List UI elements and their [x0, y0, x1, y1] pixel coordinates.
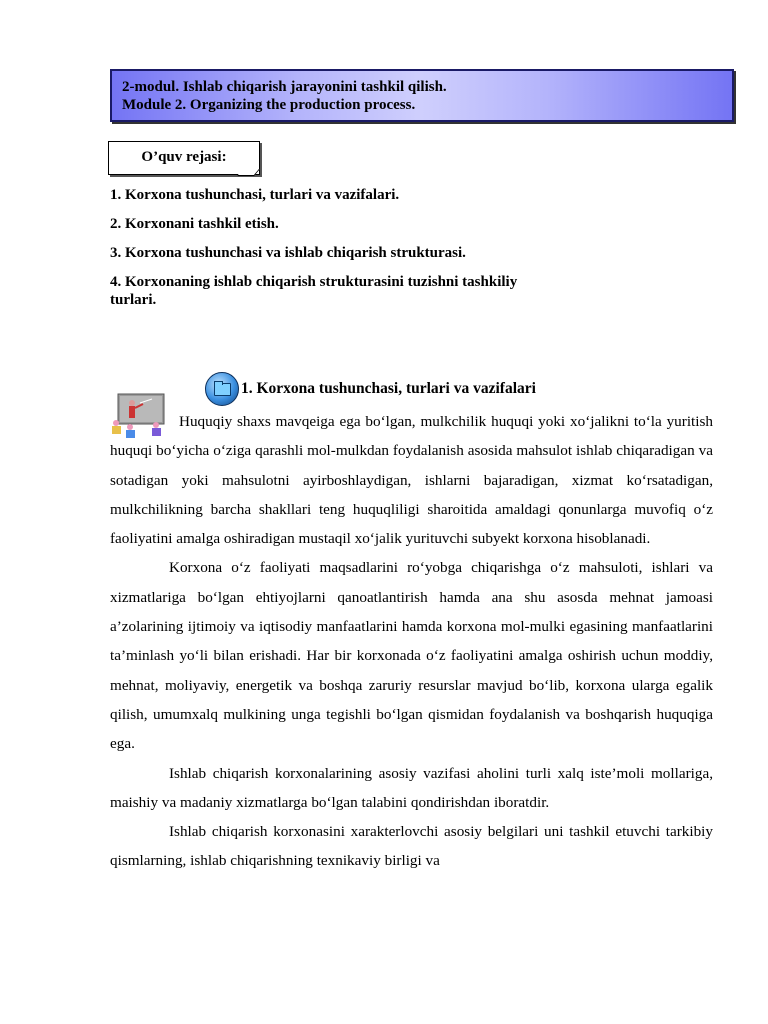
module-title-uz: 2-modul. Ishlab chiqarish jarayonini tashkil qilish.	[122, 79, 447, 95]
plan-item-4: 4. Korxonaning ishlab chiqarish strukturasini tuzishni tashkiliy turlari.	[110, 274, 518, 308]
folder-icon	[205, 372, 239, 406]
section-heading	[205, 372, 536, 406]
section-heading-text: 1. Korxona tushunchasi, turlari va vazifalari	[241, 380, 536, 397]
study-plan-list	[110, 186, 550, 320]
plan-item-1: 1. Korxona tushunchasi, turlari va vazifalari.	[110, 187, 400, 203]
study-plan-label: O’quv rejasi:	[108, 141, 260, 175]
paragraph-1: Huquqiy shaxs mavqeiga ega bo‘lgan, mulkchilik huquqi yoki xo‘jalikni to‘la yuritish huquqi bo‘yicha o‘ziga qarashli mol-mulkdan foydalanish asosida mahsulot ishlab chiqaradigan va sotadigan yoki mahsulotni ayirboshlaydigan, ishlarni bajaradigan, xizmat ko‘rsatadigan, mulkchilikning barcha shakllari teng huquqliligi sharoitida amaldagi qonunlarga muvofiq o‘z faoliyatini amalga oshiradigan mustaqil xo‘jalik yurituvchi subyekt korxona hisoblanadi.	[110, 413, 713, 548]
paragraph-2: Korxona o‘z faoliyati maqsadlarini ro‘yobga chiqarishga o‘z mahsuloti, ishlari va xizmatlariga bo‘lgan ehtiyojlarni qanoatlantirish hamda ana shu asosda mehnat jamoasi a’zolarining ijtimoiy va iqtisodiy manfaatlarini hamda korxona mol-mulki egasining manfaatlarini ta’minlash yo‘li bilan erishadi. Har bir korxonada o‘z faoliyatini amalga oshirish uchun moddiy, mehnat, moliyaviy, energetik va boshqa zaruriy resurslar mavjud bo‘lib, korxona ularga egalik qilish, umumxalq mulkining unga tegishli bo‘lgan qismidan foydalanish va boshqarish huquqiga ega.	[110, 559, 713, 753]
module-title-en: Module 2. Organizing the production process.	[122, 97, 416, 113]
plan-item-3: 3. Korxona tushunchasi va ishlab chiqarish strukturasi.	[110, 245, 466, 261]
paragraph-4: Ishlab chiqarish korxonasini xarakterlovchi asosiy belgilari uni tashkil etuvchi tarkibiy qismlarning, ishlab chiqarishning texnikaviy birligi va	[110, 823, 713, 870]
body-text	[110, 407, 713, 876]
paragraph-3: Ishlab chiqarish korxonalarining asosiy vazifasi aholini turli xalq iste’moli mollariga, maishiy va madaniy xizmatlarga bo‘lgan talabini qondirishdan iboratdir.	[110, 764, 713, 811]
plan-item-2: 2. Korxonani tashkil etish.	[110, 216, 279, 232]
module-title-banner	[110, 69, 734, 122]
